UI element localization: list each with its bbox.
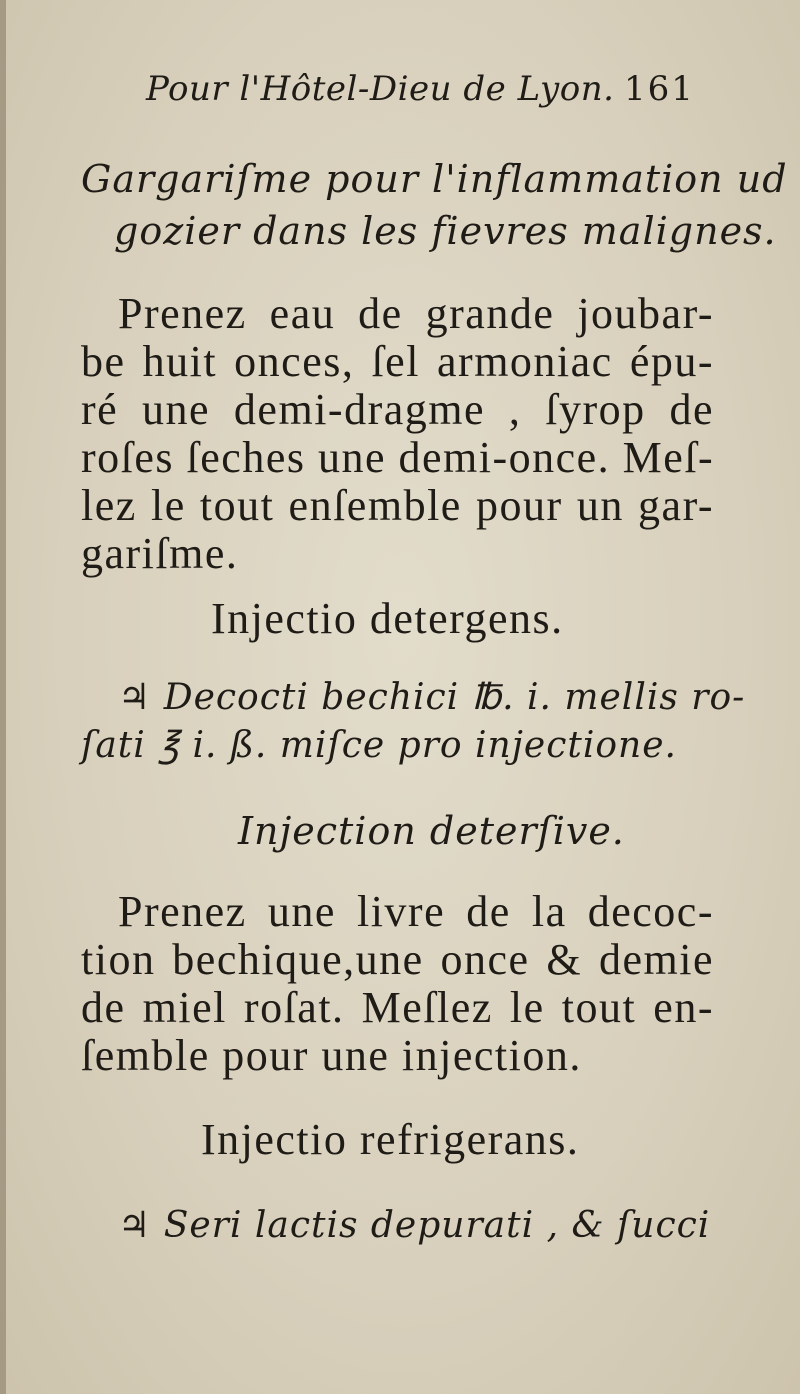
body-text-line: lez le tout enſemble pour un gar- bbox=[81, 481, 714, 530]
section-heading: Injection deterſive. bbox=[238, 809, 625, 853]
recipe-line: ♃ Decocti bechici ℔. i. mellis ro- bbox=[118, 677, 746, 718]
section-heading: Injectio refrigerans. bbox=[201, 1115, 580, 1164]
body-text-line: Prenez une livre de la decoc- bbox=[118, 887, 714, 936]
body-text-line: ſemble pour une injection. bbox=[81, 1031, 582, 1080]
body-text-line: roſes ſeches une demi-once. Meſ- bbox=[81, 433, 715, 482]
running-head: Pour l'Hôtel-Dieu de Lyon. bbox=[146, 69, 615, 109]
body-text-line: gariſme. bbox=[81, 529, 239, 578]
body-text-line: de miel roſat. Meſlez le tout en- bbox=[81, 983, 714, 1032]
recipe-line: ♃ Seri lactis depurati , & ſucci bbox=[118, 1205, 711, 1246]
body-text-line: be huit onces, ſel armoniac épu- bbox=[81, 337, 714, 386]
body-text-line: Prenez eau de grande joubar- bbox=[118, 289, 714, 338]
body-text-line: ré une demi-dragme , ſyrop de bbox=[81, 385, 714, 434]
section-heading: Injectio detergens. bbox=[211, 594, 564, 643]
page-number: 161 bbox=[624, 69, 695, 109]
recipe-line: ſati ℥ i. ß. miſce pro injectione. bbox=[81, 725, 677, 766]
section-title-line: Gargariſme pour l'inflammation ud bbox=[81, 157, 788, 201]
body-text-line: tion bechique,une once & demie bbox=[81, 935, 714, 984]
section-title-line: gozier dans les fievres malignes. bbox=[114, 209, 777, 253]
